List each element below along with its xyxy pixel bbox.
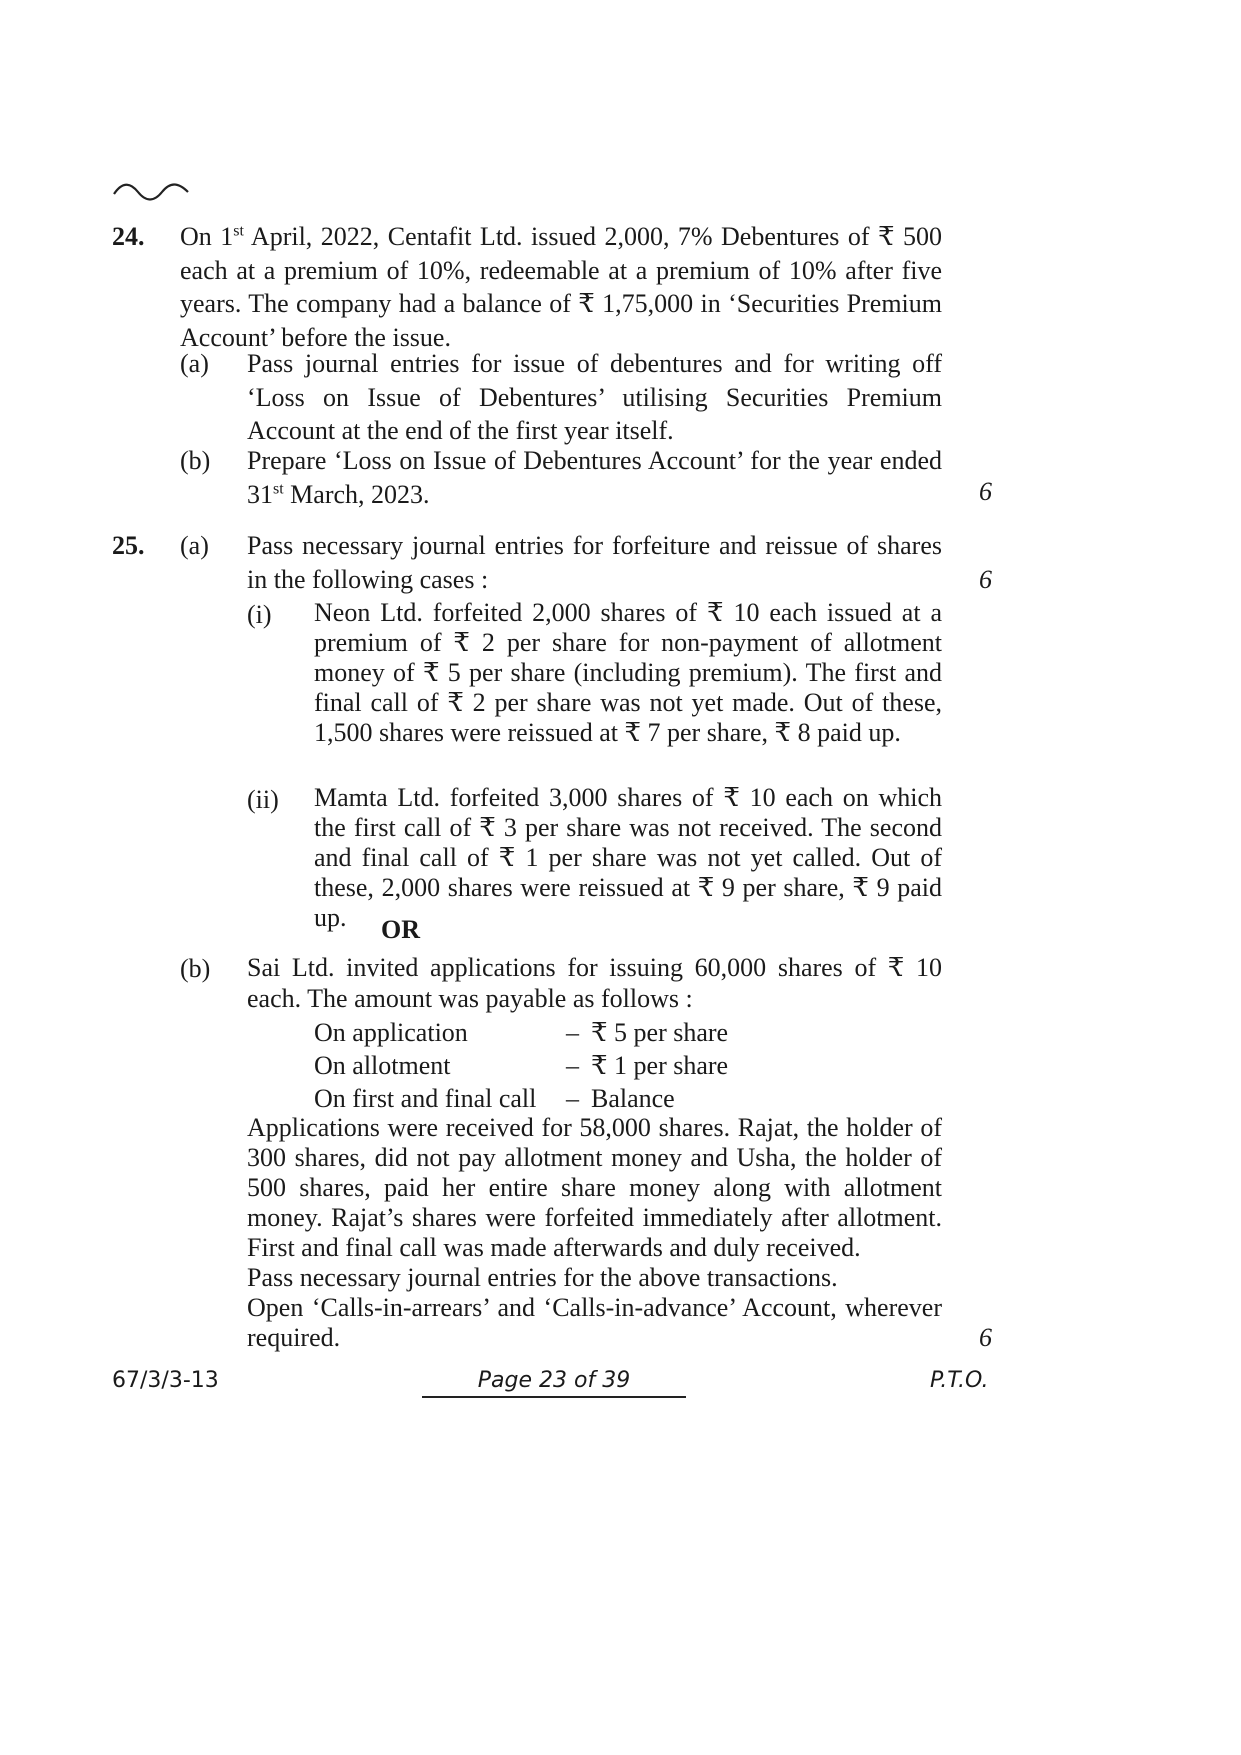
question-24b-label: (b) (180, 446, 211, 475)
or-separator: OR (381, 915, 420, 944)
question-25a-ii-label: (ii) (247, 785, 279, 814)
schedule-item: On allotment (314, 1051, 451, 1080)
question-24a-label: (a) (180, 349, 209, 378)
question-24b-text: Prepare ‘Loss on Issue of Debentures Account’ for the year ended 31st March, 2023. (247, 446, 942, 509)
question-25b-intro: Sai Ltd. invited applications for issuing 60,000 shares of ₹ 10 each. The amount was payable as follows : (247, 953, 942, 1013)
question-25a-text: Pass necessary journal entries for forfeiture and reissue of shares in the following cases : (247, 531, 942, 594)
schedule-dash: – (566, 1084, 579, 1113)
page-number-underline (422, 1396, 686, 1398)
schedule-item: On application (314, 1018, 468, 1047)
question-25a-label: (a) (180, 531, 209, 560)
pto-label: P.T.O. (930, 1368, 989, 1393)
schedule-value: ₹ 1 per share (591, 1051, 729, 1080)
question-25-number: 25. (112, 531, 145, 560)
question-24a-text: Pass journal entries for issue of debentures and for writing off ‘Loss on Issue of Debentures’ utilising Securities Premium Account at the end of the first year itself. (247, 349, 942, 445)
question-25b-label: (b) (180, 954, 211, 983)
schedule-value: Balance (591, 1084, 675, 1113)
paper-code: 67/3/3-13 (112, 1368, 219, 1393)
question-25b-instruction: Pass necessary journal entries for the above transactions. (247, 1263, 838, 1292)
question-24-number: 24. (112, 222, 145, 251)
question-25a-marks: 6 (979, 565, 992, 594)
question-25a-i-label: (i) (247, 600, 272, 629)
question-25a-i-text: Neon Ltd. forfeited 2,000 shares of ₹ 10 each issued at a premium of ₹ 2 per share for non-payment of allotment money of ₹ 5 per share (including premium). The first and final call of ₹ 2 per share was not yet made. Out of these, 1,500 shares were reissued at ₹ 7 per share, ₹ 8 paid up. (314, 598, 942, 747)
question-24-text: On 1st April, 2022, Centafit Ltd. issued 2,000, 7% Debentures of ₹ 500 each at a premium of 10%, redeemable at a premium of 10% after five years. The company had a balance of ₹ 1,75,000 in ‘Securities Premium Account’ before the issue. (180, 222, 942, 352)
schedule-dash: – (566, 1018, 579, 1047)
question-25a-ii-text: Mamta Ltd. forfeited 3,000 shares of ₹ 10 each on which the first call of ₹ 3 per share was not received. The second and final call of ₹ 1 per share was not yet called. Out of these, 2,000 shares were reissued at ₹ 9 per share, ₹ 9 paid up. (314, 783, 942, 932)
schedule-dash: – (566, 1051, 579, 1080)
question-25b-marks: 6 (979, 1323, 992, 1352)
schedule-value: ₹ 5 per share (591, 1018, 729, 1047)
schedule-item: On first and final call (314, 1084, 537, 1113)
page-number: Page 23 of 39 (477, 1368, 631, 1393)
question-25b-body: Applications were received for 58,000 shares. Rajat, the holder of 300 shares, did not pay allotment money and Usha, the holder of 500 shares, paid her entire share money along with allotment money. Rajat’s shares were forfeited immediately after allotment. First and final call was made afterwards and duly received. (247, 1113, 942, 1262)
question-25b-open-accounts: Open ‘Calls-in-arrears’ and ‘Calls-in-advance’ Account, wherever required. (247, 1293, 942, 1352)
squiggle-decoration (112, 180, 192, 202)
question-24-marks: 6 (979, 477, 992, 506)
